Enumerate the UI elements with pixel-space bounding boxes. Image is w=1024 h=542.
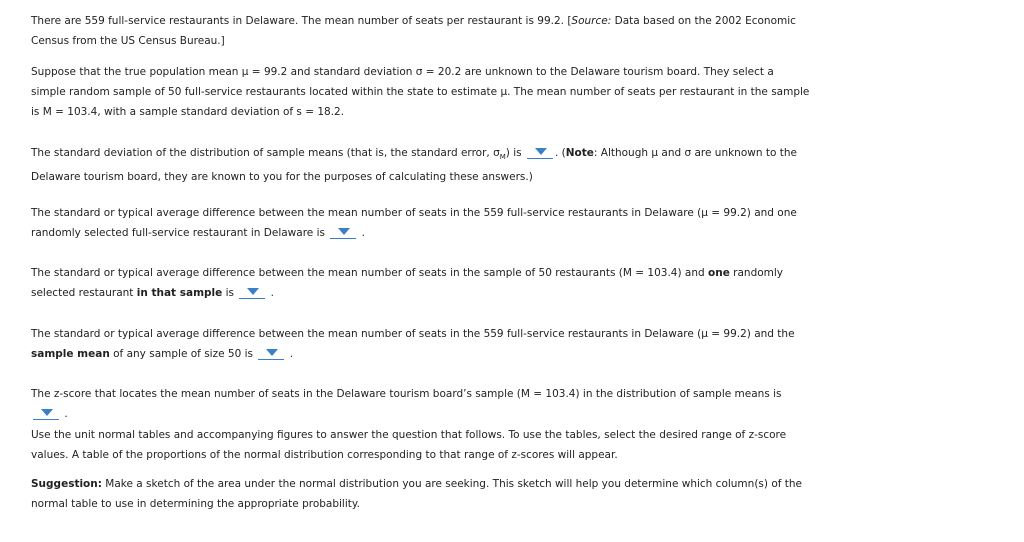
sample-sd-text-3: is xyxy=(222,287,234,299)
sample-sd-bold-in-sample: in that sample xyxy=(136,287,223,299)
caret-down-icon xyxy=(535,148,547,155)
standard-error-dropdown[interactable] xyxy=(527,145,553,159)
sampling-sd-question xyxy=(31,324,811,364)
z-score-text: The z-score that locates the mean number of seats in the Delaware tourism board’s sample (M = 103.4) in the distribution of sample means is xyxy=(31,388,782,400)
sampling-sd-dropdown[interactable] xyxy=(258,346,284,360)
pop-sd-text: The standard or typical average difference between the mean number of seats in the 559 full-service restaurants in Delaware (μ = 99.2) and one randomly selected full-service restaurant in Delaware is xyxy=(31,207,797,239)
tables-text: Use the unit normal tables and accompanying figures to answer the question that follows. To use the tables, select the desired range of z-score values. A table of the proportions of the normal distribution corresponding to that range of z-scores will appear. xyxy=(31,429,787,461)
sample-sd-text-2: randomly selected restaurant xyxy=(31,267,784,299)
z-score-question xyxy=(31,384,811,424)
suggestion-label: Suggestion: xyxy=(31,478,102,490)
sampling-sd-text-2: of any sample of size 50 is xyxy=(109,348,253,360)
sample-sd-text-1: The standard or typical average difference between the mean number of seats in the sample of 50 restaurants (M = 103.4) and xyxy=(31,267,709,279)
population-sd-question xyxy=(31,203,811,243)
sample-sd-bold-one: one xyxy=(708,267,730,279)
standard-error-question xyxy=(31,143,811,187)
intro-text: There are 559 full-service restaurants in Delaware. The mean number of seats per restaurant is 99.2. [ xyxy=(31,15,572,27)
sample-sd-dropdown[interactable] xyxy=(239,285,265,299)
caret-down-icon xyxy=(266,349,278,356)
se-text-2: ) is xyxy=(505,147,522,159)
tables-instructions xyxy=(31,425,811,465)
sample-text: Suppose that the true population mean μ = 99.2 and standard deviation σ = 20.2 are unknown to the Delaware tourism board. They select a simple random sample of 50 full-service restaurants located within the state to estimate μ. The mean number of seats per restaurant in the sample is M = 103.4, with a sample standard deviation of s = 18.2. xyxy=(31,66,810,118)
se-note-text: : Although μ and σ are unknown to the Delaware tourism board, they are known to you for the purposes of calculating these answers.) xyxy=(31,147,797,184)
z-score-period: . xyxy=(64,408,68,420)
population-sd-dropdown[interactable] xyxy=(330,225,356,239)
sample-sd-question xyxy=(31,263,811,303)
suggestion-text: Make a sketch of the area under the normal distribution you are seeking. This sketch will help you determine which column(s) of the normal table to use in determining the appropriate probability. xyxy=(31,478,803,510)
z-score-dropdown[interactable] xyxy=(33,406,59,420)
sampling-sd-text-1: The standard or typical average difference between the mean number of seats in the 559 full-service restaurants in Delaware (μ = 99.2) and the xyxy=(31,328,795,340)
sample-paragraph xyxy=(31,62,811,122)
note-label: Note xyxy=(565,147,594,159)
caret-down-icon xyxy=(338,228,350,235)
suggestion-paragraph xyxy=(31,474,811,514)
sample-sd-period: . xyxy=(270,287,275,299)
intro-paragraph xyxy=(31,11,811,51)
sampling-sd-bold: sample mean xyxy=(31,348,110,360)
caret-down-icon xyxy=(247,288,259,295)
caret-down-icon xyxy=(41,409,53,416)
se-subscript: M xyxy=(499,153,506,162)
source-label: Source: xyxy=(571,15,612,27)
se-text-1: The standard deviation of the distribution of sample means (that is, the standard error, σ xyxy=(31,147,500,159)
se-text-3: . ( xyxy=(554,147,566,159)
pop-sd-period: . xyxy=(361,227,365,239)
intro-source-text: Data based on the 2002 Economic Census from the US Census Bureau.] xyxy=(31,15,796,47)
sampling-sd-period: . xyxy=(289,348,294,360)
